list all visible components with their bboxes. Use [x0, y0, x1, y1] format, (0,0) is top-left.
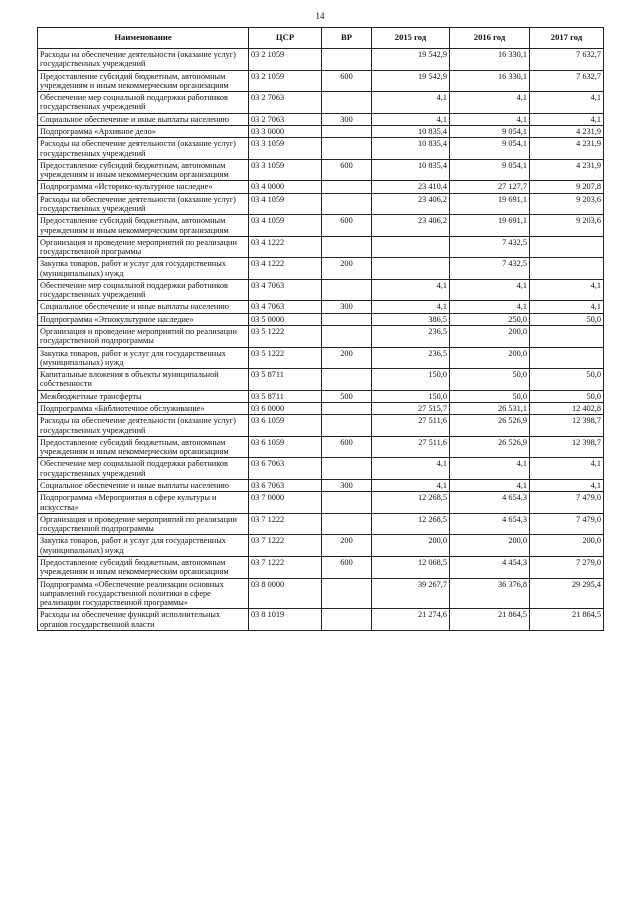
row-csr-cell: 03 4 7063 [249, 301, 322, 313]
table-row [38, 49, 604, 71]
row-vr-cell: 500 [322, 390, 372, 402]
row-2016-cell: 4 654,3 [450, 513, 530, 535]
column-header-2015: 2015 год [372, 28, 450, 49]
row-vr-cell [322, 125, 372, 137]
row-vr-cell: 300 [322, 113, 372, 125]
table-row [38, 70, 604, 92]
row-vr-cell [322, 492, 372, 514]
table-row [38, 92, 604, 114]
table-row [38, 556, 604, 578]
row-2015-cell: 21 274,6 [372, 609, 450, 631]
row-vr-cell [322, 415, 372, 437]
row-vr-cell: 600 [322, 70, 372, 92]
row-csr-cell: 03 5 0000 [249, 313, 322, 325]
table-row [38, 313, 604, 325]
row-vr-cell: 300 [322, 479, 372, 491]
row-csr-cell: 03 3 0000 [249, 125, 322, 137]
row-2016-cell: 4,1 [450, 113, 530, 125]
table-row [38, 492, 604, 514]
row-2015-cell: 23 410,4 [372, 181, 450, 193]
table-row [38, 347, 604, 369]
row-name-cell: Закупка товаров, работ и услуг для государственных (муниципальных) нужд [38, 347, 249, 369]
row-2017-cell: 7 479,0 [530, 513, 604, 535]
row-name-cell: Социальное обеспечение и иные выплаты населению [38, 301, 249, 313]
row-2015-cell: 27 511,6 [372, 415, 450, 437]
row-2015-cell: 23 406,2 [372, 193, 450, 215]
row-2017-cell [530, 347, 604, 369]
row-2015-cell: 27 511,6 [372, 436, 450, 458]
row-2017-cell: 12 398,7 [530, 415, 604, 437]
row-csr-cell: 03 7 0000 [249, 492, 322, 514]
row-2017-cell: 9 207,8 [530, 181, 604, 193]
row-csr-cell: 03 4 1059 [249, 215, 322, 237]
row-2015-cell: 19 542,9 [372, 49, 450, 71]
row-name-cell: Организация и проведение мероприятий по реализации государственной подпрограммы [38, 326, 249, 348]
row-2017-cell: 12 402,8 [530, 403, 604, 415]
row-2016-cell: 27 127,7 [450, 181, 530, 193]
row-2017-cell: 200,0 [530, 535, 604, 557]
row-vr-cell [322, 236, 372, 258]
budget-table [37, 27, 604, 631]
column-header-2016: 2016 год [450, 28, 530, 49]
row-2016-cell: 250,0 [450, 313, 530, 325]
row-csr-cell: 03 7 1222 [249, 556, 322, 578]
row-name-cell: Подпрограмма «Историко-культурное наследие» [38, 181, 249, 193]
row-2016-cell: 19 691,1 [450, 215, 530, 237]
row-vr-cell: 600 [322, 436, 372, 458]
row-name-cell: Закупка товаров, работ и услуг для государственных (муниципальных) нужд [38, 258, 249, 280]
row-csr-cell: 03 2 1059 [249, 49, 322, 71]
row-name-cell: Организация и проведение мероприятий по реализации государственной подпрограммы [38, 513, 249, 535]
row-name-cell: Подпрограмма «Этнокультурное наследие» [38, 313, 249, 325]
row-csr-cell: 03 3 1059 [249, 159, 322, 181]
row-csr-cell: 03 5 1222 [249, 326, 322, 348]
row-name-cell: Закупка товаров, работ и услуг для государственных (муниципальных) нужд [38, 535, 249, 557]
row-2017-cell: 50,0 [530, 313, 604, 325]
row-vr-cell [322, 138, 372, 160]
table-row [38, 236, 604, 258]
row-name-cell: Подпрограмма «Мероприятия в сфере культуры и искусства» [38, 492, 249, 514]
row-name-cell: Обеспечение мер социальной поддержки работников государственных учреждений [38, 458, 249, 480]
row-2015-cell: 4,1 [372, 113, 450, 125]
row-csr-cell: 03 5 1222 [249, 347, 322, 369]
row-vr-cell [322, 369, 372, 391]
row-name-cell: Предоставление субсидий бюджетным, автономным учреждениям и иным некоммерческим организациям [38, 436, 249, 458]
table-row [38, 326, 604, 348]
row-2016-cell: 16 330,1 [450, 49, 530, 71]
row-2016-cell: 200,0 [450, 347, 530, 369]
row-csr-cell: 03 6 1059 [249, 436, 322, 458]
row-vr-cell [322, 513, 372, 535]
row-name-cell: Предоставление субсидий бюджетным, автономным учреждениям и иным некоммерческим организациям [38, 159, 249, 181]
row-vr-cell [322, 403, 372, 415]
row-name-cell: Межбюджетные трансферты [38, 390, 249, 402]
row-2015-cell [372, 236, 450, 258]
row-2015-cell: 236,5 [372, 326, 450, 348]
row-2016-cell: 26 526,9 [450, 436, 530, 458]
table-row [38, 609, 604, 631]
column-header-vr: ВР [322, 28, 372, 49]
row-csr-cell: 03 3 1059 [249, 138, 322, 160]
row-2015-cell: 200,0 [372, 535, 450, 557]
table-row [38, 113, 604, 125]
row-name-cell: Социальное обеспечение и иные выплаты населению [38, 113, 249, 125]
row-2017-cell: 4 231,9 [530, 138, 604, 160]
row-2016-cell: 4,1 [450, 458, 530, 480]
table-row [38, 458, 604, 480]
row-vr-cell: 600 [322, 556, 372, 578]
row-2015-cell: 12 268,5 [372, 513, 450, 535]
row-2016-cell: 26 526,9 [450, 415, 530, 437]
column-header-name: Наименование [38, 28, 249, 49]
row-vr-cell: 200 [322, 258, 372, 280]
table-row [38, 436, 604, 458]
row-name-cell: Предоставление субсидий бюджетным, автономным учреждениям и иным некоммерческим организациям [38, 70, 249, 92]
row-2016-cell: 4,1 [450, 92, 530, 114]
row-csr-cell: 03 6 0000 [249, 403, 322, 415]
row-name-cell: Подпрограмма «Архивное дело» [38, 125, 249, 137]
row-2016-cell: 50,0 [450, 390, 530, 402]
row-2016-cell: 19 691,1 [450, 193, 530, 215]
row-2015-cell: 10 835,4 [372, 159, 450, 181]
row-csr-cell: 03 2 7063 [249, 92, 322, 114]
row-csr-cell: 03 4 1222 [249, 258, 322, 280]
row-2015-cell: 27 515,7 [372, 403, 450, 415]
row-vr-cell: 200 [322, 347, 372, 369]
row-name-cell: Подпрограмма «Обеспечение реализации основных направлений государственной политики в сфере реализации государственной программы» [38, 578, 249, 609]
table-row [38, 181, 604, 193]
row-2016-cell: 50,0 [450, 369, 530, 391]
row-2015-cell: 4,1 [372, 301, 450, 313]
row-vr-cell [322, 279, 372, 301]
row-vr-cell [322, 326, 372, 348]
row-2016-cell: 21 864,5 [450, 609, 530, 631]
page-number: 14 [315, 11, 325, 21]
row-2015-cell: 386,5 [372, 313, 450, 325]
row-2015-cell: 4,1 [372, 479, 450, 491]
table-row [38, 215, 604, 237]
row-name-cell: Расходы на обеспечение деятельности (оказание услуг) государственных учреждений [38, 193, 249, 215]
row-vr-cell [322, 193, 372, 215]
row-2016-cell: 4 454,3 [450, 556, 530, 578]
row-2016-cell: 200,0 [450, 535, 530, 557]
row-csr-cell: 03 7 1222 [249, 513, 322, 535]
table-row [38, 125, 604, 137]
row-vr-cell: 200 [322, 535, 372, 557]
row-2017-cell [530, 258, 604, 280]
row-vr-cell [322, 92, 372, 114]
row-csr-cell: 03 4 1222 [249, 236, 322, 258]
row-vr-cell: 300 [322, 301, 372, 313]
row-2016-cell: 9 054,1 [450, 159, 530, 181]
row-csr-cell: 03 8 1019 [249, 609, 322, 631]
row-2016-cell: 7 432,5 [450, 258, 530, 280]
row-2016-cell: 7 432,5 [450, 236, 530, 258]
row-vr-cell [322, 313, 372, 325]
row-2017-cell: 4,1 [530, 301, 604, 313]
row-name-cell: Капитальные вложения в объекты муниципальной собственности [38, 369, 249, 391]
row-csr-cell: 03 4 0000 [249, 181, 322, 193]
table-row [38, 301, 604, 313]
row-2017-cell: 29 295,4 [530, 578, 604, 609]
row-name-cell: Расходы на обеспечение функций исполнительных органов государственной власти [38, 609, 249, 631]
row-name-cell: Расходы на обеспечение деятельности (оказание услуг) государственных учреждений [38, 49, 249, 71]
row-2016-cell: 26 531,1 [450, 403, 530, 415]
row-2016-cell: 16 330,1 [450, 70, 530, 92]
table-row [38, 479, 604, 491]
row-vr-cell [322, 181, 372, 193]
table-row [38, 390, 604, 402]
row-2016-cell: 200,0 [450, 326, 530, 348]
table-row [38, 193, 604, 215]
row-csr-cell: 03 2 1059 [249, 70, 322, 92]
row-2017-cell: 7 279,0 [530, 556, 604, 578]
row-csr-cell: 03 7 1222 [249, 535, 322, 557]
row-2015-cell: 150,0 [372, 369, 450, 391]
row-2017-cell: 4,1 [530, 279, 604, 301]
row-name-cell: Организация и проведение мероприятий по реализации государственной программы [38, 236, 249, 258]
row-name-cell: Расходы на обеспечение деятельности (оказание услуг) государственных учреждений [38, 415, 249, 437]
row-2015-cell: 150,0 [372, 390, 450, 402]
row-2017-cell: 50,0 [530, 369, 604, 391]
row-name-cell: Социальное обеспечение и иные выплаты населению [38, 479, 249, 491]
column-header-2017: 2017 год [530, 28, 604, 49]
row-2016-cell: 36 376,8 [450, 578, 530, 609]
table-row [38, 159, 604, 181]
row-2017-cell: 21 864,5 [530, 609, 604, 631]
row-vr-cell: 600 [322, 159, 372, 181]
row-2017-cell: 4 231,9 [530, 125, 604, 137]
row-2017-cell [530, 326, 604, 348]
row-2016-cell: 9 054,1 [450, 138, 530, 160]
table-body [38, 49, 604, 631]
table-row [38, 369, 604, 391]
row-2017-cell: 9 203,6 [530, 193, 604, 215]
table-row [38, 513, 604, 535]
row-name-cell: Обеспечение мер социальной поддержки работников государственных учреждений [38, 92, 249, 114]
table-header-row [38, 28, 604, 49]
row-2016-cell: 4,1 [450, 301, 530, 313]
row-2016-cell: 4 654,3 [450, 492, 530, 514]
row-2015-cell: 12 068,5 [372, 556, 450, 578]
row-2017-cell: 4 231,9 [530, 159, 604, 181]
row-2015-cell: 10 835,4 [372, 125, 450, 137]
row-name-cell: Обеспечение мер социальной поддержки работников государственных учреждений [38, 279, 249, 301]
row-name-cell: Расходы на обеспечение деятельности (оказание услуг) государственных учреждений [38, 138, 249, 160]
row-name-cell: Предоставление субсидий бюджетным, автономным учреждениям и иным некоммерческим организациям [38, 215, 249, 237]
row-2017-cell: 4,1 [530, 92, 604, 114]
row-csr-cell: 03 6 7063 [249, 479, 322, 491]
row-csr-cell: 03 6 1059 [249, 415, 322, 437]
table-row [38, 578, 604, 609]
row-2015-cell: 4,1 [372, 92, 450, 114]
row-csr-cell: 03 8 0000 [249, 578, 322, 609]
row-2016-cell: 4,1 [450, 279, 530, 301]
row-name-cell: Предоставление субсидий бюджетным, автономным учреждениям и иным некоммерческим организациям [38, 556, 249, 578]
row-csr-cell: 03 5 8711 [249, 390, 322, 402]
row-csr-cell: 03 4 7063 [249, 279, 322, 301]
row-2017-cell: 7 632,7 [530, 49, 604, 71]
row-2017-cell: 9 203,6 [530, 215, 604, 237]
table-row [38, 279, 604, 301]
row-csr-cell: 03 6 7063 [249, 458, 322, 480]
table-row [38, 403, 604, 415]
row-2015-cell: 236,5 [372, 347, 450, 369]
row-csr-cell: 03 2 7063 [249, 113, 322, 125]
table-row [38, 535, 604, 557]
row-csr-cell: 03 4 1059 [249, 193, 322, 215]
column-header-csr: ЦСР [249, 28, 322, 49]
row-2017-cell: 7 479,0 [530, 492, 604, 514]
row-name-cell: Подпрограмма «Библиотечное обслуживание» [38, 403, 249, 415]
table-row [38, 415, 604, 437]
row-2017-cell: 12 398,7 [530, 436, 604, 458]
row-2017-cell [530, 236, 604, 258]
row-2015-cell: 10 835,4 [372, 138, 450, 160]
row-2017-cell: 4,1 [530, 113, 604, 125]
row-2015-cell: 4,1 [372, 458, 450, 480]
row-2015-cell: 39 267,7 [372, 578, 450, 609]
row-2017-cell: 7 632,7 [530, 70, 604, 92]
row-vr-cell [322, 49, 372, 71]
row-vr-cell: 600 [322, 215, 372, 237]
row-vr-cell [322, 458, 372, 480]
row-vr-cell [322, 578, 372, 609]
row-2015-cell: 23 406,2 [372, 215, 450, 237]
row-vr-cell [322, 609, 372, 631]
row-csr-cell: 03 5 8711 [249, 369, 322, 391]
row-2017-cell: 4,1 [530, 458, 604, 480]
table-row [38, 138, 604, 160]
row-2015-cell: 12 268,5 [372, 492, 450, 514]
table-row [38, 258, 604, 280]
row-2015-cell [372, 258, 450, 280]
row-2015-cell: 4,1 [372, 279, 450, 301]
row-2017-cell: 4,1 [530, 479, 604, 491]
row-2016-cell: 4,1 [450, 479, 530, 491]
row-2016-cell: 9 054,1 [450, 125, 530, 137]
row-2017-cell: 50,0 [530, 390, 604, 402]
row-2015-cell: 19 542,9 [372, 70, 450, 92]
